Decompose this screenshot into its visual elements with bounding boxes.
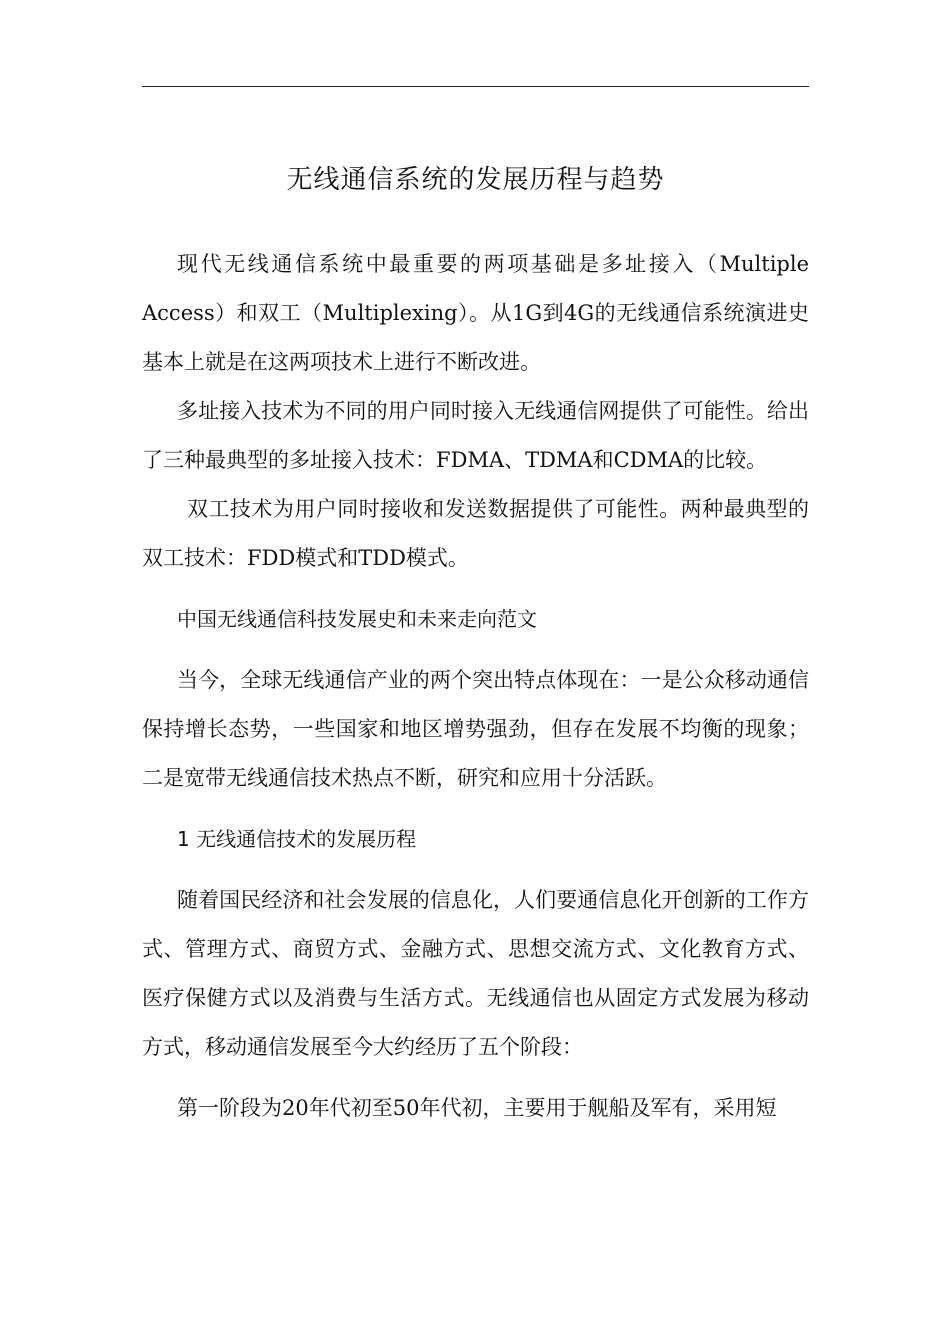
document-body [142, 240, 809, 1133]
document-title: 无线通信系统的发展历程与趋势 [286, 165, 665, 195]
section-heading-history: 1 无线通信技术的发展历程 [177, 827, 417, 851]
header-rule [142, 86, 809, 87]
paragraph-multiple-access-tech: 多址接入技术为不同的用户同时接入无线通信网提供了可能性。给出了三种最典型的多址接入技术：FDMA、TDMA和CDMA的比较。 [142, 399, 809, 472]
paragraph-duplex-tech: 双工技术为用户同时接收和发送数据提供了可能性。两种最典型的双工技术：FDD模式和TDD模式。 [142, 497, 809, 570]
paragraph-industry-features: 当今，全球无线通信产业的两个突出特点体现在：一是公众移动通信保持增长态势，一些国家和地区增势强劲，但存在发展不均衡的现象；二是宽带无线通信技术热点不断，研究和应用十分活跃。 [142, 668, 809, 790]
paragraph-informatization: 随着国民经济和社会发展的信息化，人们要通信息化开创新的工作方式、管理方式、商贸方式、金融方式、思想交流方式、文化教育方式、医疗保健方式以及消费与生活方式。无线通信也从固定方式发展为移动方式，移动通信发展至今大约经历了五个阶段： [142, 888, 809, 1059]
paragraph-multiple-access-intro: 现代无线通信系统中最重要的两项基础是多址接入（Multiple Access）和双工（Multiplexing）。从1G到4G的无线通信系统演进史基本上就是在这两项技术上进行不断改进。 [142, 252, 809, 374]
section-heading-china-wireless: 中国无线通信科技发展史和未来走向范文 [177, 607, 537, 631]
paragraph-first-stage: 第一阶段为20年代初至50年代初，主要用于舰船及军有，采用短 [177, 1096, 777, 1120]
